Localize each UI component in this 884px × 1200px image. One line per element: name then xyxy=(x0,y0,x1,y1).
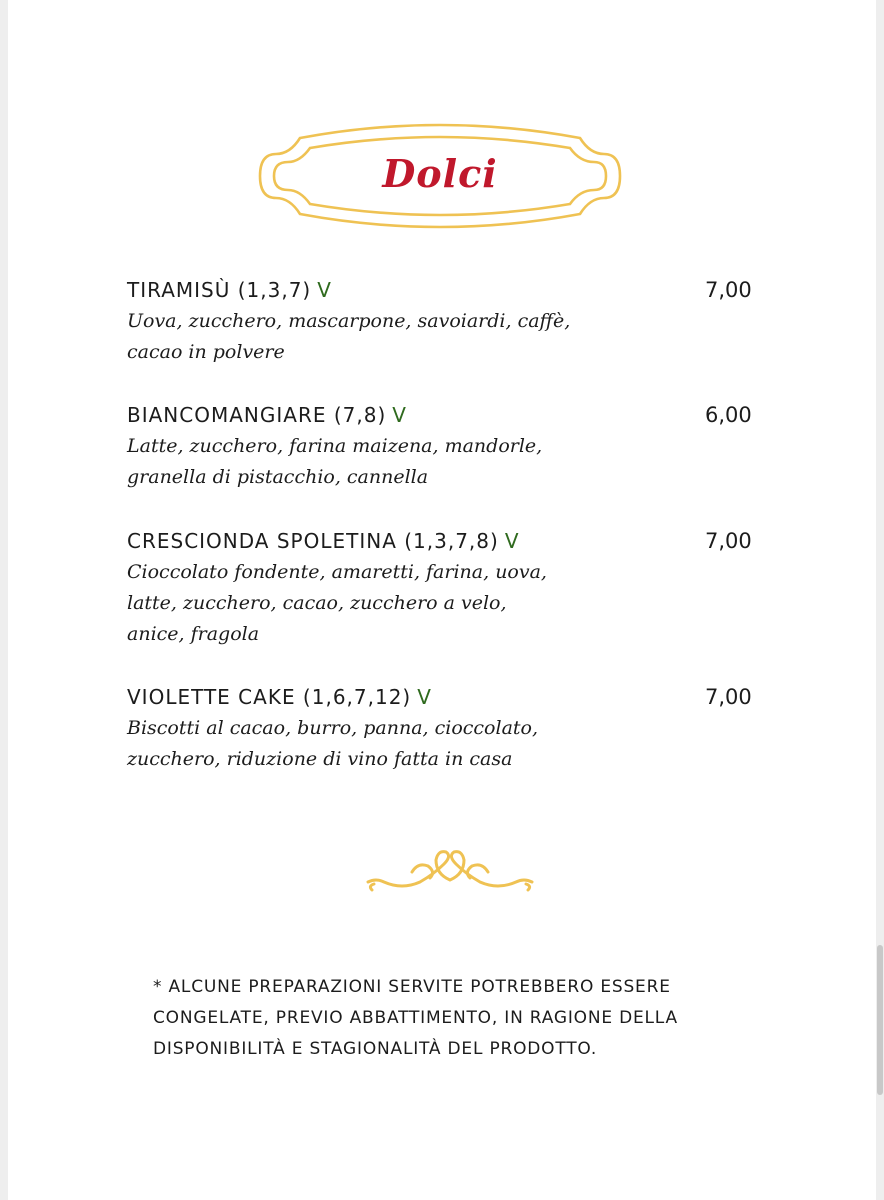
vegetarian-badge: V xyxy=(417,685,432,709)
vegetarian-badge: V xyxy=(392,403,407,427)
scrollbar-thumb[interactable] xyxy=(877,945,883,1095)
flourish-divider-icon xyxy=(362,846,538,898)
item-description: Uova, zucchero, mascarpone, savoiardi, caffè, cacao in polvere xyxy=(127,310,571,363)
item-name: VIOLETTE CAKE (1,6,7,12) V xyxy=(127,685,432,709)
item-price: 7,00 xyxy=(705,529,752,553)
vegetarian-badge: V xyxy=(317,278,332,302)
item-price: 6,00 xyxy=(705,403,752,427)
item-name: TIRAMISÙ (1,3,7) V xyxy=(127,278,332,302)
item-price: 7,00 xyxy=(705,685,752,709)
item-price: 7,00 xyxy=(705,278,752,302)
item-description: Cioccolato fondente, amaretti, farina, uova, latte, zucchero, cacao, zucchero a velo, anice, fragola xyxy=(127,561,547,645)
section-title: Dolci xyxy=(382,151,498,196)
item-name: CRESCIONDA SPOLETINA (1,3,7,8) V xyxy=(127,529,520,553)
scrollbar-track[interactable] xyxy=(876,0,884,1200)
freezing-note: * ALCUNE PREPARAZIONI SERVITE POTREBBERO ESSERE CONGELATE, PREVIO ABBATTIMENTO, IN RAGIONE DELLA DISPONIBILITÀ E STAGIONALITÀ DEL PRODOTTO. xyxy=(153,977,678,1059)
item-description: Latte, zucchero, farina maizena, mandorle, granella di pistacchio, cannella xyxy=(127,435,543,488)
item-description: Biscotti al cacao, burro, panna, cioccolato, zucchero, riduzione di vino fatta in casa xyxy=(127,717,539,770)
item-name: BIANCOMANGIARE (7,8) V xyxy=(127,403,407,427)
vegetarian-badge: V xyxy=(504,529,520,553)
